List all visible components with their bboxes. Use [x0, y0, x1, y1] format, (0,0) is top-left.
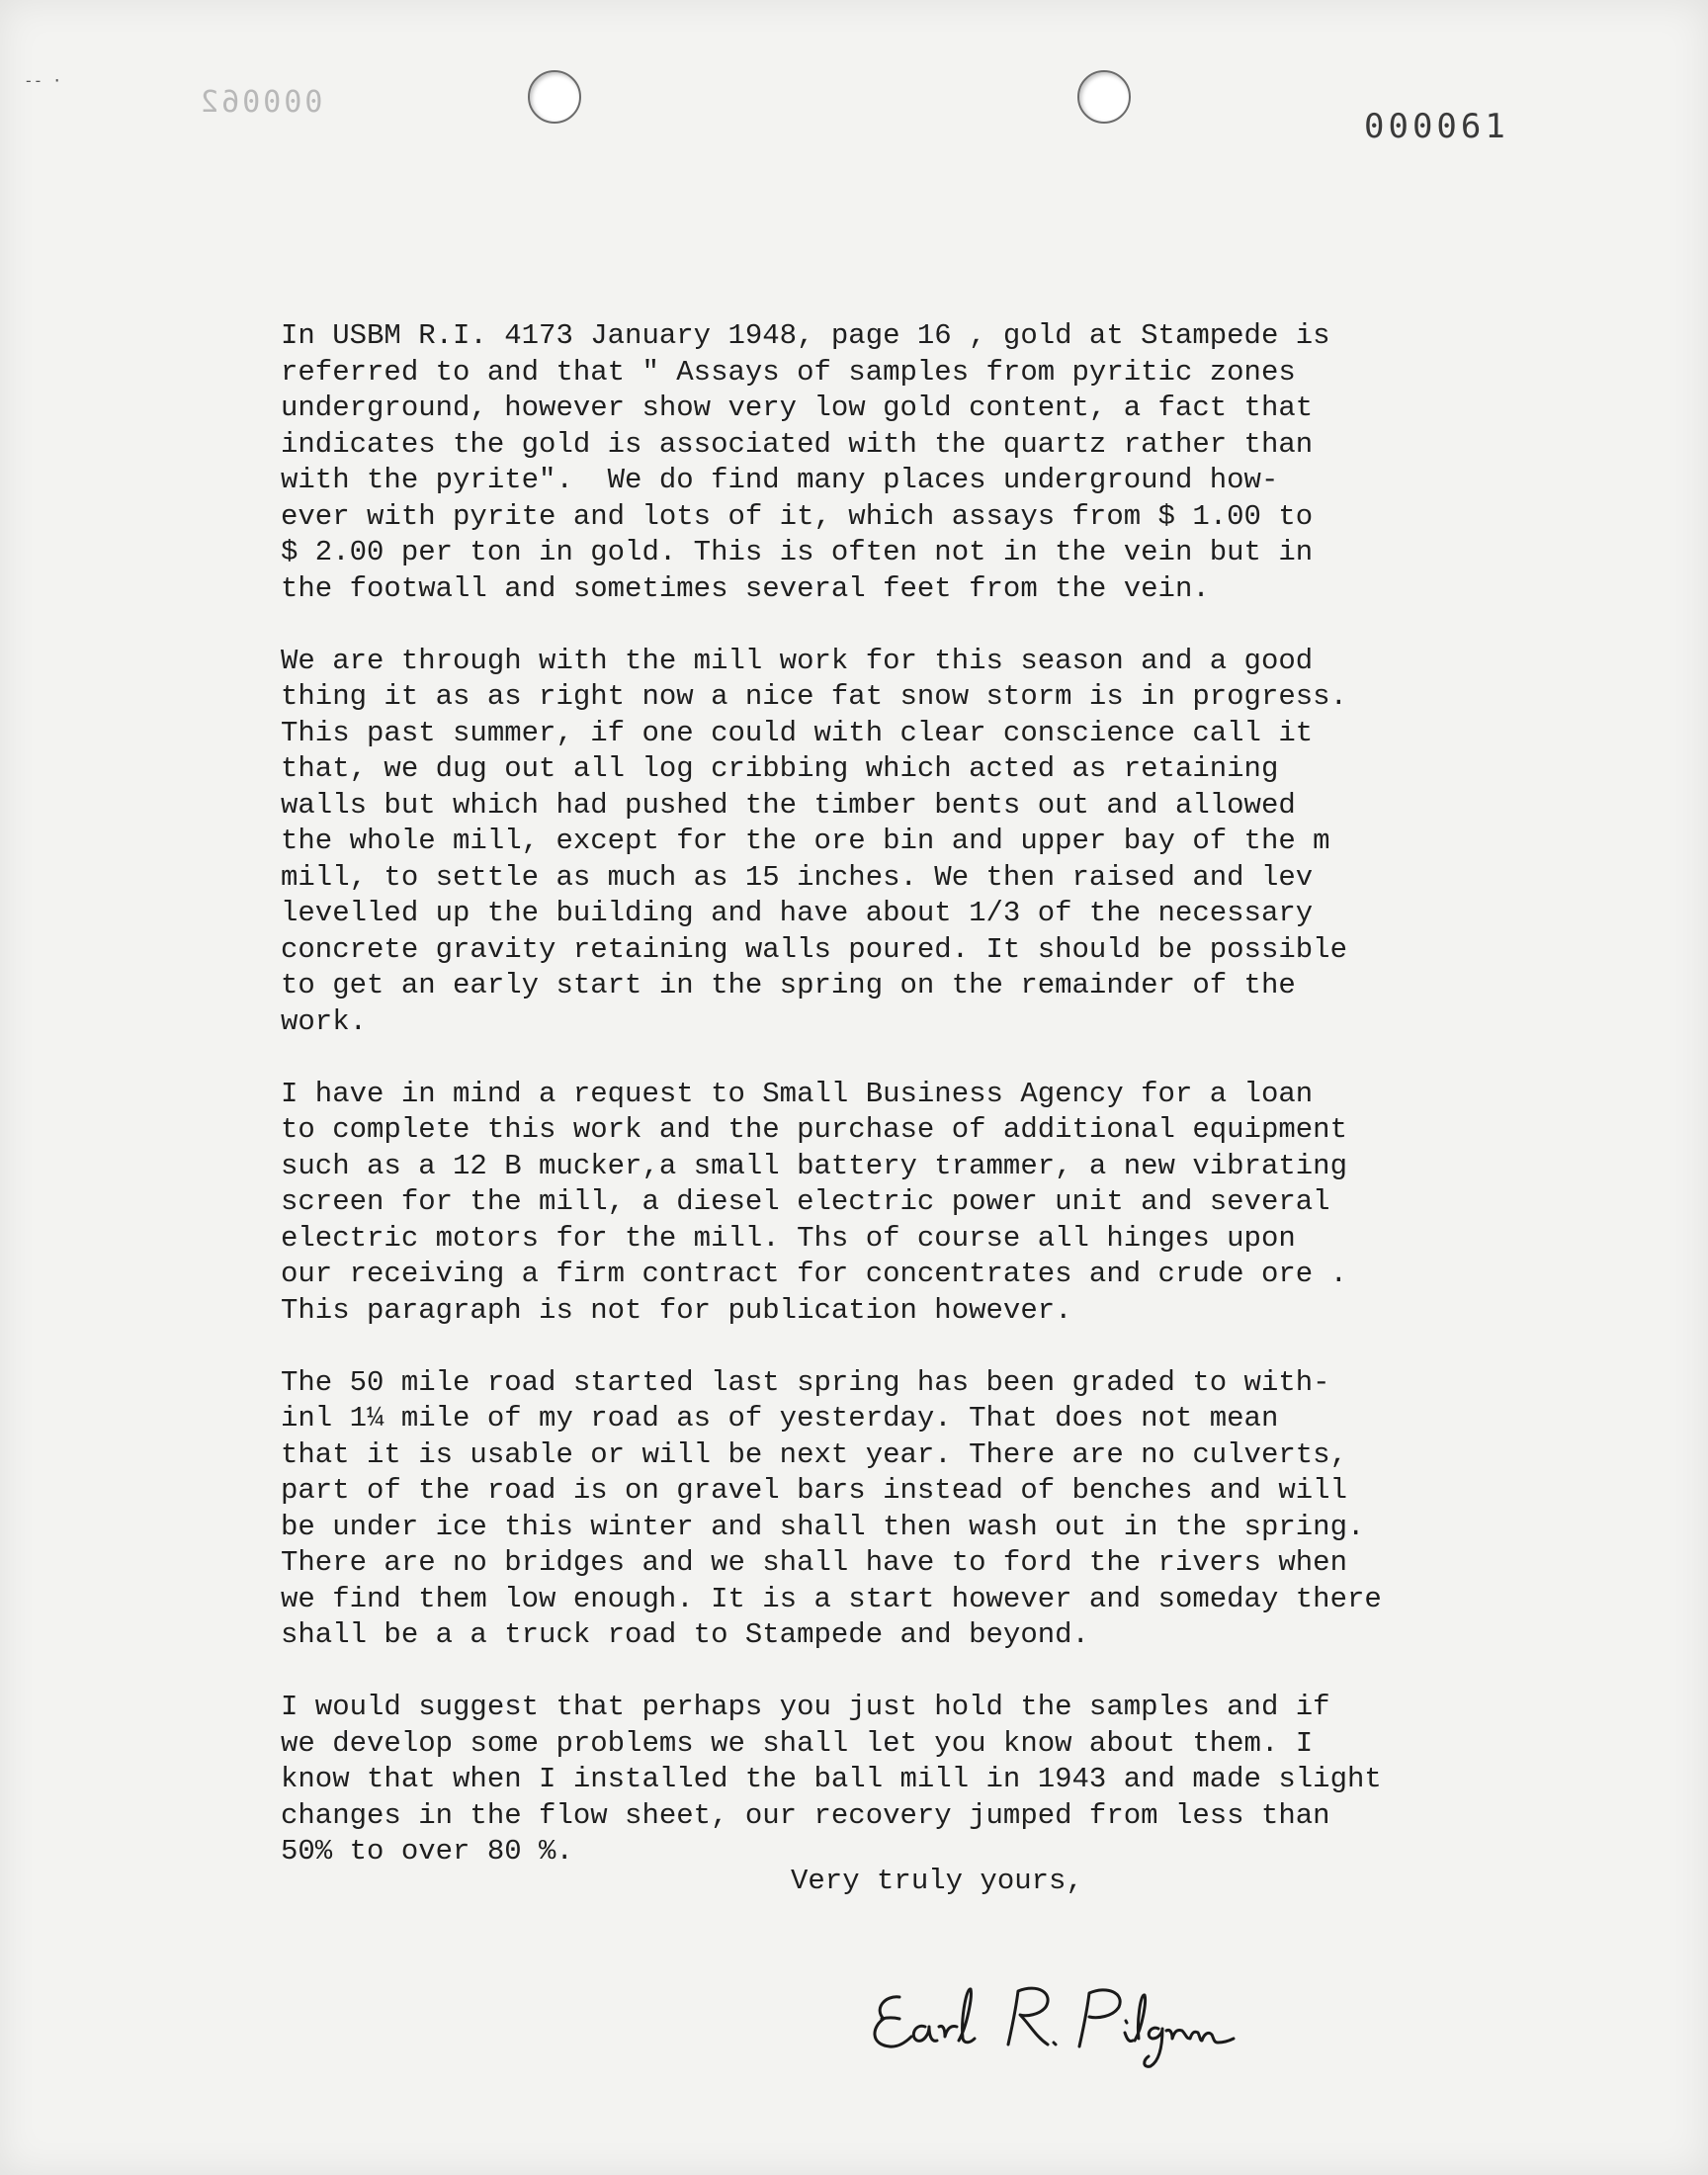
punch-hole-left [528, 70, 581, 124]
closing-salutation: Very truly yours, [791, 1865, 1083, 1897]
punch-hole-right [1077, 70, 1131, 124]
handwritten-signature [860, 1958, 1236, 2076]
paragraph-samples: I would suggest that perhaps you just hold the samples and if we develop some problems we shall let you know about them. I know that when I installed the ball mill in 1943 and made slight changes in the flow sheet, our recovery jumped from less than 50% to over 80 %. [281, 1691, 1382, 1868]
paragraph-assays: In USBM R.I. 4173 January 1948, page 16 , gold at Stampede is referred to and that " Assays of samples from pyritic zones underground, however show very low gold content, a fact that indicates the gold is associated with the quartz rather than with the pyrite". We do find many places underground how- ever with pyrite and lots of it, which assays from $ 1.00 to $ 2.00 per ton in gold. This is often not in the vein but in the footwall and sometimes several feet from the vein. [281, 319, 1330, 605]
paragraph-mill-work: We are through with the mill work for this season and a good thing it as as right now a nice fat snow storm is in progress. This past summer, if one could with clear conscience call it that, we dug out all log cribbing which acted as retaining walls but which had pushed the timber bents out and allowed the whole mill, except for the ore bin and upper bay of the m mill, to settle as much as 15 inches. We then raised and lev levelled up the building and have about 1/3 of the necessary concrete gravity retaining walls poured. It should be possible to get an early start in the spring on the remainder of the work. [281, 644, 1347, 1038]
corner-mark: -- · [24, 71, 62, 90]
letter-body [281, 318, 1546, 1906]
paragraph-road: The 50 mile road started last spring has been graded to with- inl 1¼ mile of my road as of yesterday. That does not mean that it is usable or will be next year. There are no culverts, part of the road is on gravel bars instead of benches and will be under ice this winter and shall then wash out in the spring. There are no bridges and we shall have to ford the rivers when we find them low enough. It is a start however and someday there shall be a a truck road to Stampede and beyond. [281, 1365, 1382, 1651]
bleed-through-number: 000062 [198, 85, 323, 120]
page-number: 000061 [1364, 107, 1509, 146]
paragraph-loan-request: I have in mind a request to Small Business Agency for a loan to complete this work and the purchase of additional equipment such as a 12 B mucker,a small battery trammer, a new vibrating screen for the mill, a diesel electric power unit and several electric motors for the mill. Ths of course all hinges upon our receiving a firm contract for concentrates and crude ore . This paragraph is not for publication however. [281, 1077, 1347, 1327]
